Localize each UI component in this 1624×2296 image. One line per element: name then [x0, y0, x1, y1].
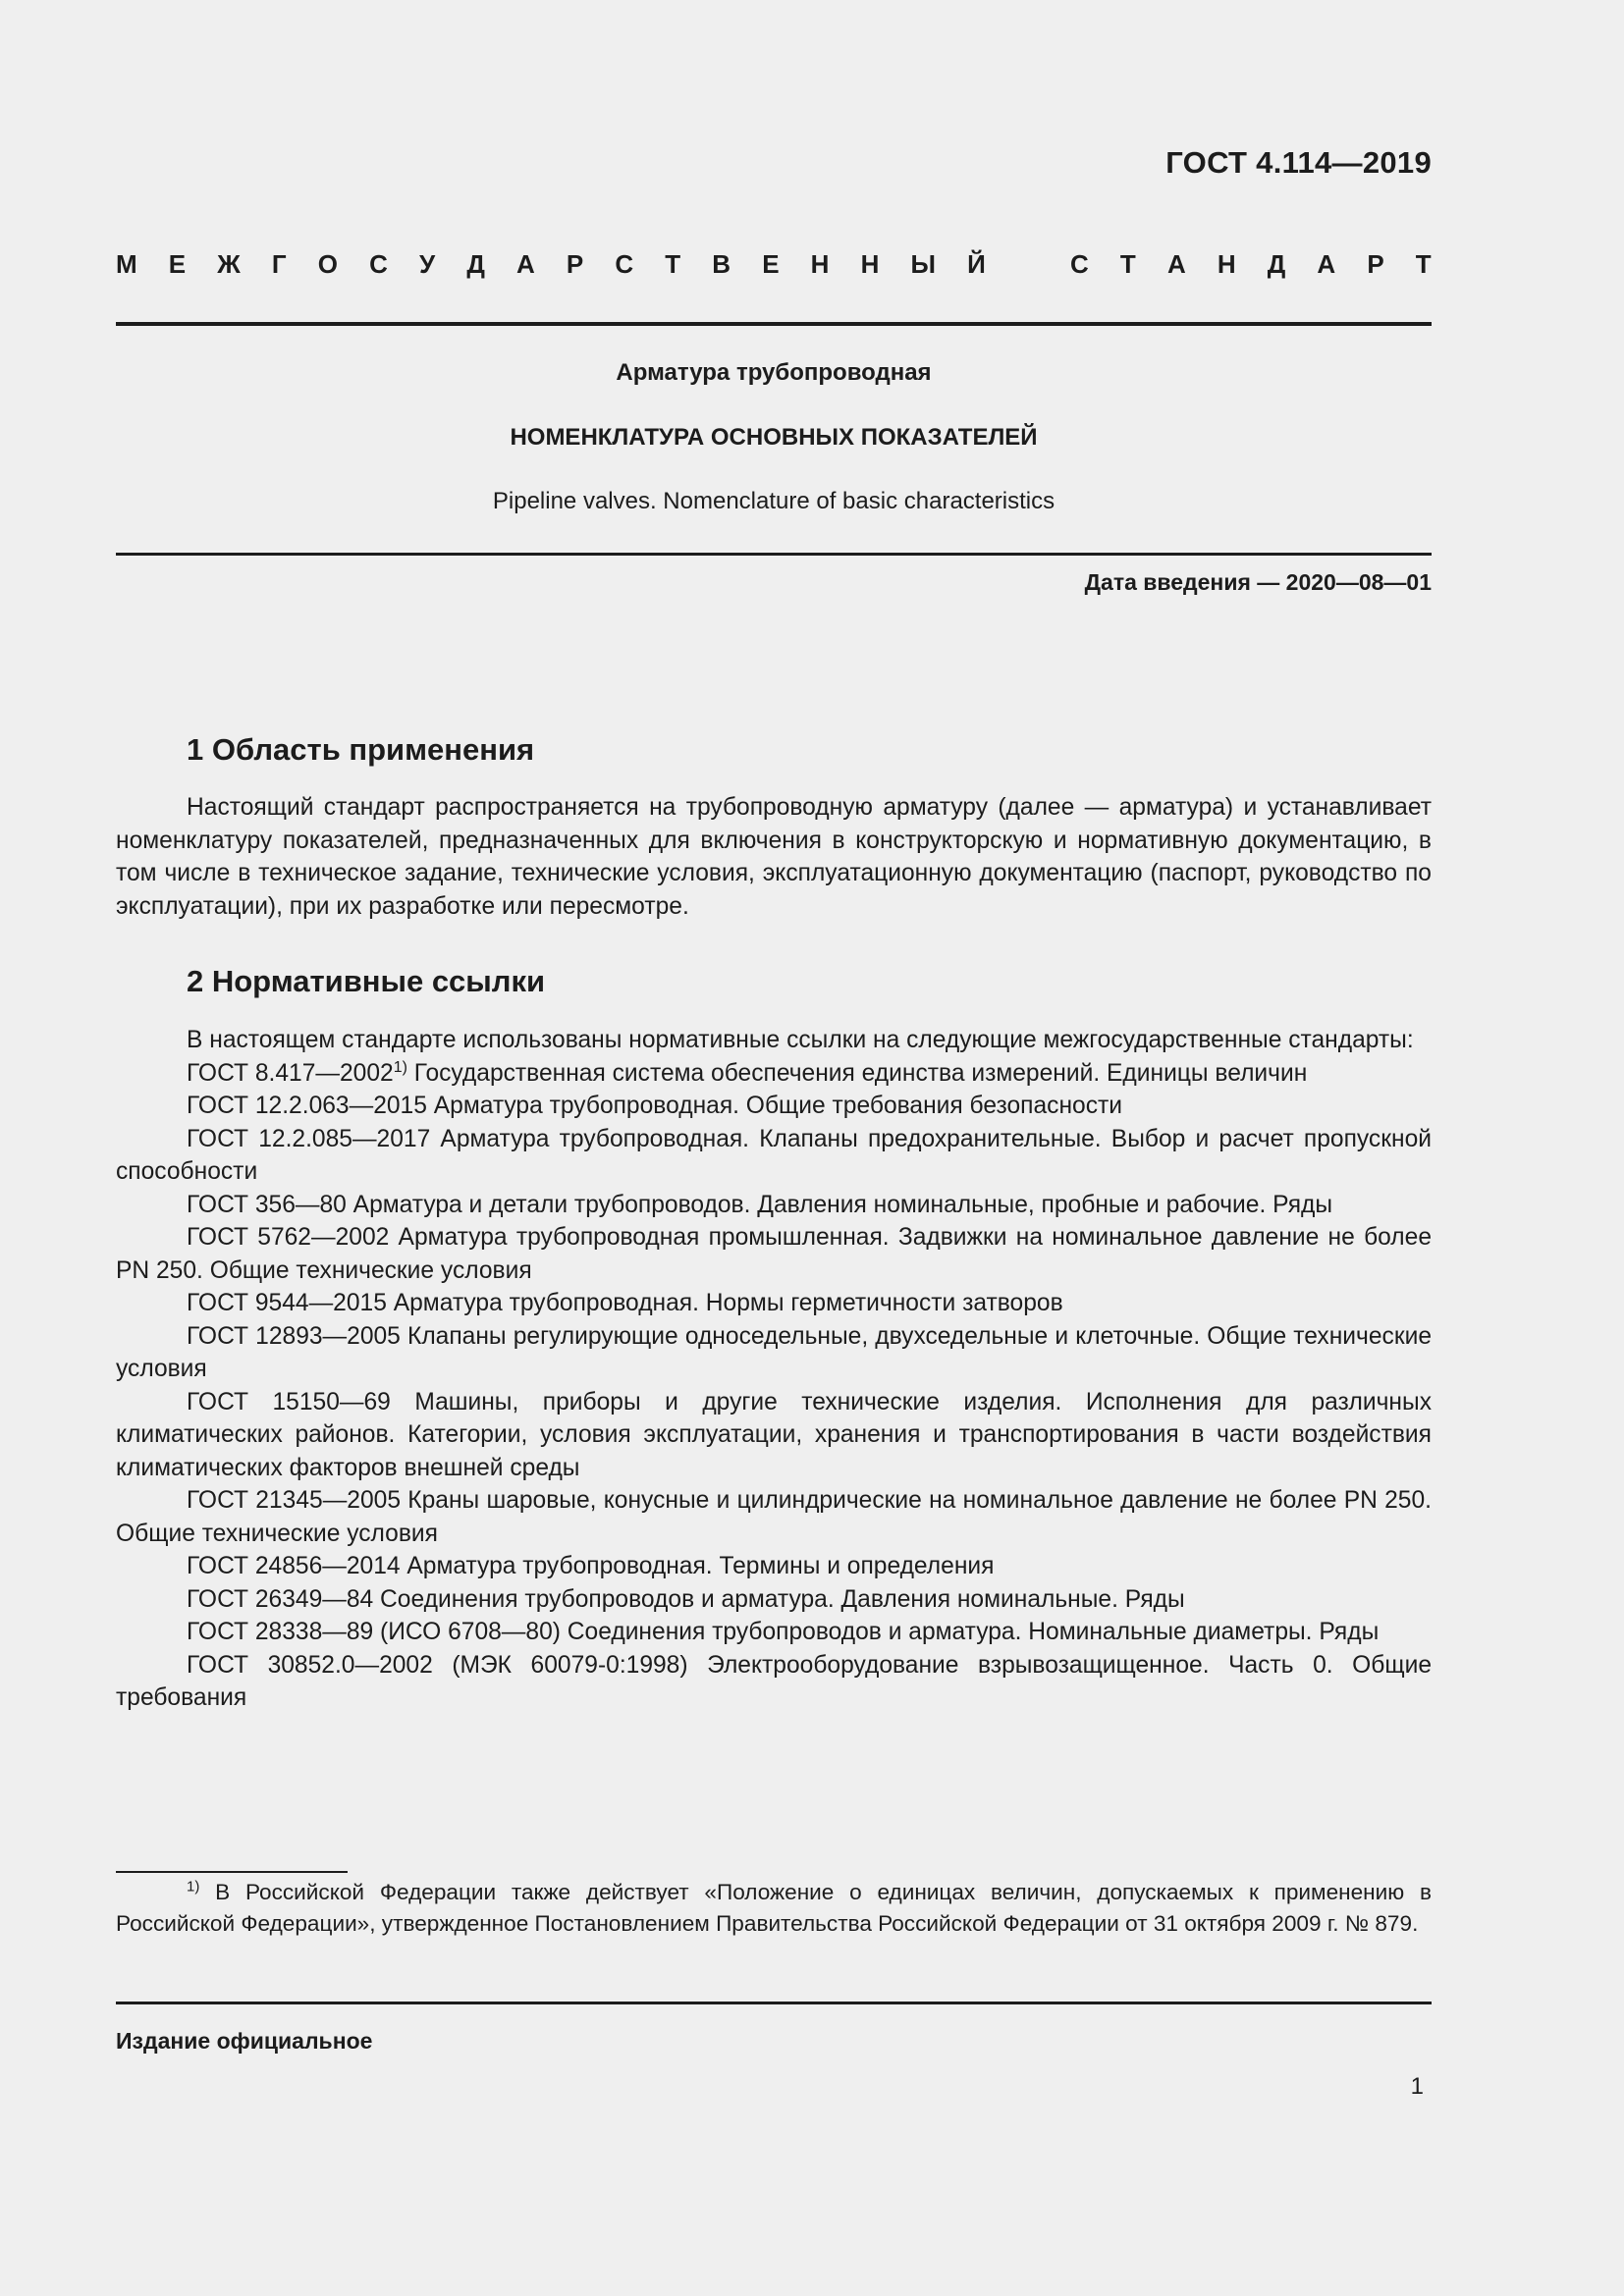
banner-letter: Е	[168, 249, 187, 279]
banner-letter: О	[317, 249, 338, 279]
banner-letter: Т	[665, 249, 681, 279]
top-divider	[116, 322, 1432, 326]
reference-item: ГОСТ 15150—69 Машины, приборы и другие технические изделия. Исполнения для различных климатических районов. Категории, условия эксплуатации, хранения и транспортирования в части воздействия климатических факторов внешней среды	[116, 1388, 1432, 1481]
banner-letter: Е	[762, 249, 780, 279]
reference-item: ГОСТ 30852.0—2002 (МЭК 60079-0:1998) Электрооборудование взрывозащищенное. Часть 0. Общие требования	[116, 1651, 1432, 1711]
banner-letter: Г	[271, 249, 287, 279]
document-code: ГОСТ 4.114—2019	[1165, 145, 1432, 180]
banner-letter: Н	[810, 249, 830, 279]
banner-letter: С	[369, 249, 388, 279]
banner-letter: Н	[1217, 249, 1236, 279]
section-1-body	[116, 791, 1432, 923]
banner-letter: Т	[1119, 249, 1136, 279]
reference-item: ГОСТ 12.2.063—2015 Арматура трубопроводная. Общие требования безопасности	[187, 1093, 1123, 1119]
scope-paragraph: Настоящий стандарт распространяется на трубопроводную арматуру (далее — арматура) и устанавливает номенклатуру показателей, предназначенных для включения в конструкторскую и нормативную документацию, в том числе в техническое задание, технические условия, эксплуатационную документацию (паспорт, руководство по эксплуатации), при их разработке или пересмотре.	[116, 794, 1432, 920]
reference-item: ГОСТ 9544—2015 Арматура трубопроводная. Нормы герметичности затворов	[187, 1290, 1063, 1316]
banner-letter: Ж	[217, 249, 241, 279]
footnote-text: В Российской Федерации также действует «Положение о единицах величин, допускаемых к применению в Российской Федерации», утвержденное Постановлением Правительства Российской Федерации от 31 октября 2009 г. № 879.	[116, 1880, 1432, 1936]
banner-letter: М	[116, 249, 137, 279]
references-intro: В настоящем стандарте использованы нормативные ссылки на следующие межгосударственные стандарты:	[187, 1027, 1414, 1053]
banner-letter: С	[1070, 249, 1089, 279]
reference-item: ГОСТ 356—80 Арматура и детали трубопроводов. Давления номинальные, пробные и рабочие. Ряды	[187, 1191, 1333, 1218]
reference-item: ГОСТ 21345—2005 Краны шаровые, конусные и цилиндрические на номинальное давление не более PN 250. Общие технические условия	[116, 1487, 1432, 1547]
introduction-date: Дата введения — 2020—08—01	[1084, 569, 1432, 595]
footnote	[116, 1877, 1432, 1939]
edition-label: Издание официальное	[116, 2028, 373, 2054]
reference-item	[116, 1057, 1432, 1091]
bottom-divider	[116, 2002, 1432, 2004]
reference-item: ГОСТ 5762—2002 Арматура трубопроводная промышленная. Задвижки на номинальное давление не более PN 250. Общие технические условия	[116, 1224, 1432, 1284]
banner-letter: Д	[1267, 249, 1286, 279]
banner-letter: А	[1166, 249, 1186, 279]
banner-letter: В	[712, 249, 731, 279]
reference-title: Государственная система обеспечения единства измерений. Единицы величин	[406, 1059, 1308, 1087]
reference-item: ГОСТ 12.2.085—2017 Арматура трубопроводная. Клапаны предохранительные. Выбор и расчет пропускной способности	[116, 1125, 1432, 1185]
banner-letter: Р	[1367, 249, 1384, 279]
banner-letter: Д	[466, 249, 485, 279]
reference-item: ГОСТ 12893—2005 Клапаны регулирующие односедельные, двухседельные и клеточные. Общие технические условия	[116, 1322, 1432, 1382]
title-russian: Арматура трубопроводная	[616, 359, 932, 386]
standard-type-banner	[116, 249, 1432, 280]
title-nomenclature: НОМЕНКЛАТУРА ОСНОВНЫХ ПОКАЗАТЕЛЕЙ	[510, 424, 1038, 451]
section-2-body	[116, 1024, 1432, 1715]
section-1-heading: 1 Область применения	[187, 732, 535, 767]
banner-letter: У	[419, 249, 436, 279]
banner-letter: А	[1317, 249, 1336, 279]
reference-item: ГОСТ 24856—2014 Арматура трубопроводная. Термины и определения	[187, 1553, 995, 1579]
banner-letter: А	[516, 249, 535, 279]
footnote-marker: 1)	[187, 1878, 200, 1896]
banner-word-gap	[1017, 249, 1039, 280]
reference-item: ГОСТ 26349—84 Соединения трубопроводов и арматура. Давления номинальные. Ряды	[187, 1585, 1185, 1613]
banner-letter: Ы	[910, 249, 936, 279]
footnote-ref[interactable]: 1)	[393, 1058, 407, 1076]
footnote-divider	[116, 1871, 348, 1873]
page-number: 1	[1410, 2073, 1424, 2100]
reference-item: ГОСТ 28338—89 (ИСО 6708—80) Соединения трубопроводов и арматура. Номинальные диаметры. Ряды	[187, 1619, 1380, 1645]
banner-letter: Й	[967, 249, 986, 279]
reference-code: ГОСТ 8.417—2002	[187, 1059, 394, 1087]
document-page	[116, 0, 1432, 2296]
title-divider	[116, 553, 1432, 556]
title-english: Pipeline valves. Nomenclature of basic characteristics	[492, 488, 1056, 514]
section-2-heading: 2 Нормативные ссылки	[187, 964, 546, 998]
banner-letter: С	[615, 249, 634, 279]
banner-letter: Н	[860, 249, 880, 279]
banner-letter: Р	[566, 249, 584, 279]
banner-letter: Т	[1415, 249, 1432, 279]
